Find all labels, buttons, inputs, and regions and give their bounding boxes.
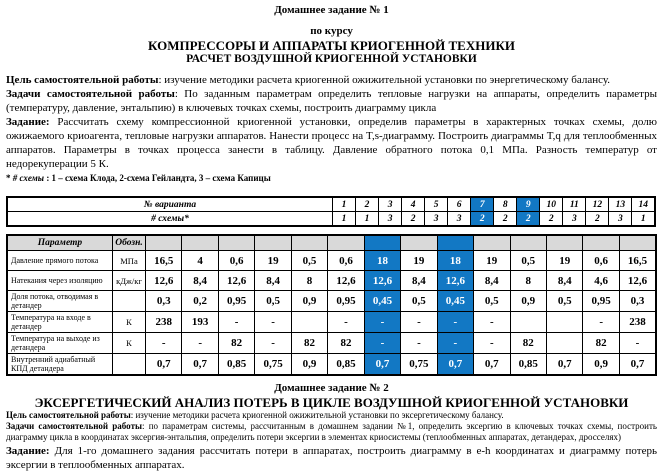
footnote-text: : 1 – схема Клода, 2-схема Гейландта, 3 – схема Капицы [44, 173, 271, 183]
param-value-cell: - [328, 312, 364, 333]
param-table-row [7, 271, 656, 291]
variant-number-cell: 1 [333, 197, 356, 212]
param-value-cell: 19 [401, 251, 437, 271]
variant-number-cell: 12 [586, 197, 609, 212]
param-value-cell: 0,45 [437, 291, 473, 312]
param-value-cell: 18 [437, 251, 473, 271]
hw2-assignment-text: Для 1-го домашнего задания рассчитать потери в аппаратах, построить диаграмму в e-h координатах и диаграмму потерь эксергии в теплообменных аппаратах. [6, 445, 657, 471]
scheme-number-cell: 2 [540, 212, 563, 227]
variant-header-cell [255, 235, 291, 251]
variant-number-cell: 4 [402, 197, 425, 212]
param-value-cell: 0,75 [401, 354, 437, 376]
param-value-cell: 0,5 [401, 291, 437, 312]
param-value-cell: 8,4 [401, 271, 437, 291]
param-value-cell: 0,2 [182, 291, 218, 312]
hw2-assignment-paragraph [6, 444, 657, 472]
hw1-goal-text: : изучение методики расчета криогенной ожижительной установки по энергетическому балансу. [158, 74, 610, 86]
param-value-cell: 0,5 [474, 291, 510, 312]
param-value-cell: 0,6 [328, 251, 364, 271]
param-value-cell: 0,95 [583, 291, 619, 312]
param-value-cell: 238 [146, 312, 182, 333]
hw1-tasks-paragraph [6, 87, 657, 115]
param-value-cell: - [401, 312, 437, 333]
param-value-cell: - [364, 333, 400, 354]
param-value-cell: 12,6 [146, 271, 182, 291]
hw1-tasks-label: Задачи самостоятельной работы [6, 88, 175, 100]
param-value-cell: 0,9 [291, 291, 327, 312]
param-unit-cell: К [113, 312, 146, 333]
variant-header-cell [474, 235, 510, 251]
variant-header-cell [401, 235, 437, 251]
param-value-cell: 0,5 [255, 291, 291, 312]
variants-table [6, 196, 656, 227]
variant-header-cell [437, 235, 473, 251]
param-value-cell [546, 312, 582, 333]
param-value-cell: 238 [619, 312, 656, 333]
variant-row-label: № варианта [7, 197, 333, 212]
param-value-cell: 0,7 [146, 354, 182, 376]
scheme-number-cell: 1 [632, 212, 655, 227]
parameters-table [6, 234, 657, 376]
param-name-cell: Натекания через изоляцию [7, 271, 113, 291]
param-value-cell: 8 [291, 271, 327, 291]
hw1-course-title: КОМПРЕССОРЫ И АППАРАТЫ КРИОГЕННОЙ ТЕХНИКИ [147, 38, 516, 53]
hw1-goal-paragraph [6, 73, 657, 87]
footnote-marker: * [6, 173, 13, 183]
variant-number-cell: 3 [379, 197, 402, 212]
param-value-cell: 0,6 [218, 251, 254, 271]
param-column-header: Параметр [7, 235, 113, 251]
variant-number-cell: 10 [540, 197, 563, 212]
hw1-goal-label: Цель самостоятельной работы [6, 74, 159, 86]
param-value-cell: 19 [255, 251, 291, 271]
param-value-cell: 0,9 [510, 291, 546, 312]
scheme-number-cell: 2 [494, 212, 517, 227]
param-value-cell: 0,5 [291, 251, 327, 271]
param-value-cell: 193 [182, 312, 218, 333]
param-table-row [7, 333, 656, 354]
param-value-cell: 4,6 [583, 271, 619, 291]
param-name-cell: Внутренний адиабатный КПД детандера [7, 354, 113, 376]
param-value-cell: - [583, 312, 619, 333]
param-value-cell: 0,7 [364, 354, 400, 376]
variant-header-cell [510, 235, 546, 251]
variant-header-cell [291, 235, 327, 251]
param-value-cell: 16,5 [146, 251, 182, 271]
param-value-cell: 12,6 [364, 271, 400, 291]
param-unit-cell [113, 291, 146, 312]
schemes-footnote [6, 173, 657, 184]
variant-header-cell [146, 235, 182, 251]
param-value-cell: 8,4 [182, 271, 218, 291]
param-value-cell: 19 [474, 251, 510, 271]
param-table-row [7, 251, 656, 271]
hw1-assignment-label: Задание: [6, 116, 50, 128]
scheme-number-cell: 2 [471, 212, 494, 227]
param-value-cell: 16,5 [619, 251, 656, 271]
param-name-cell: Температура на входе в детандер [7, 312, 113, 333]
hw2-tasks-text: : по параметрам системы, рассчитанным в домашнем задании №1, определить эксергию в ключевых точках схемы, построить диаграмму цикла в координатах эксергия-энтальпия, определить потери эксергии в элементах криосистемы (теплообменных аппаратах, детандерах, дросселях) [6, 421, 657, 442]
param-value-cell: - [437, 333, 473, 354]
param-value-cell: 0,95 [218, 291, 254, 312]
hw1-tasks-text: : По заданным параметрам определить тепловые нагрузки на аппараты, определить параметры (температуру, давление, энтальпию) в ключевых точках схемы, построить диаграмму цикла [6, 88, 657, 114]
param-value-cell: 82 [218, 333, 254, 354]
param-value-cell: 0,95 [328, 291, 364, 312]
param-value-cell: 8,4 [255, 271, 291, 291]
variant-header-cell [546, 235, 582, 251]
param-value-cell [546, 333, 582, 354]
param-value-cell: 0,7 [619, 354, 656, 376]
hw1-assignment-text: Рассчитать схему компрессионной криогенной установки, определив параметры в характерных точках схемы, долю ожижаемого криоагента, тепловые нагрузки аппаратов. Нанести процесс на T,s-диаграмму. Построить диаграммы T,q для теплообменных аппаратов. Параметры в точках процесса занести в таблицу. Давление обратного потока 0,1 МПа. Разность температур от недорекуперации 5 К. [6, 116, 657, 170]
symbol-column-header: Обозн. [113, 235, 146, 251]
param-value-cell: 82 [328, 333, 364, 354]
param-value-cell: 0,75 [255, 354, 291, 376]
param-unit-cell [113, 354, 146, 376]
footnote-label: # схемы [12, 173, 45, 183]
variant-header-cell [328, 235, 364, 251]
hw1-subtitle: РАСЧЕТ ВОЗДУШНОЙ КРИОГЕННОЙ УСТАНОВКИ [186, 53, 477, 65]
param-value-cell: - [255, 333, 291, 354]
param-value-cell: 8,4 [474, 271, 510, 291]
param-value-cell: - [182, 333, 218, 354]
hw2-section [6, 382, 657, 472]
scheme-number-cell: 3 [448, 212, 471, 227]
param-value-cell: 82 [510, 333, 546, 354]
param-unit-cell: МПа [113, 251, 146, 271]
param-name-cell: Давление прямого потока [7, 251, 113, 271]
scheme-number-cell: 3 [609, 212, 632, 227]
param-value-cell: 82 [291, 333, 327, 354]
variant-number-cell: 7 [471, 197, 494, 212]
param-value-cell: 12,6 [328, 271, 364, 291]
param-value-cell: 0,7 [437, 354, 473, 376]
scheme-number-cell: 1 [333, 212, 356, 227]
hw2-tasks-label: Задачи самостоятельной работы [6, 421, 143, 431]
variant-header-cell [182, 235, 218, 251]
param-table-row [7, 291, 656, 312]
param-value-cell: - [401, 333, 437, 354]
param-name-cell: Доля потока, отводимая в детандер [7, 291, 113, 312]
variant-table-row [7, 212, 655, 227]
param-value-cell: 0,5 [546, 291, 582, 312]
param-value-cell: 18 [364, 251, 400, 271]
scheme-number-cell: 2 [586, 212, 609, 227]
param-value-cell: 19 [546, 251, 582, 271]
scheme-number-cell: 3 [425, 212, 448, 227]
variant-header-cell [619, 235, 656, 251]
param-value-cell: - [474, 312, 510, 333]
hw1-assignment-paragraph [6, 115, 657, 171]
param-value-cell: 0,45 [364, 291, 400, 312]
param-value-cell: 12,6 [437, 271, 473, 291]
param-value-cell: 0,6 [583, 251, 619, 271]
param-value-cell: - [474, 333, 510, 354]
param-value-cell [291, 312, 327, 333]
param-value-cell: 0,85 [328, 354, 364, 376]
param-value-cell: 8,4 [546, 271, 582, 291]
hw2-title: Домашнее задание № 2 [274, 382, 389, 394]
variant-number-cell: 8 [494, 197, 517, 212]
param-value-cell: 0,7 [182, 354, 218, 376]
scheme-number-cell: 2 [517, 212, 540, 227]
variant-number-cell: 11 [563, 197, 586, 212]
hw1-course-prefix: по курсу [310, 25, 353, 37]
param-value-cell: 0,7 [474, 354, 510, 376]
param-value-cell: 12,6 [619, 271, 656, 291]
hw2-goal-paragraph [6, 410, 657, 421]
hw2-assignment-label: Задание: [6, 445, 50, 457]
param-value-cell: 0,3 [146, 291, 182, 312]
param-value-cell: - [619, 333, 656, 354]
param-value-cell: - [146, 333, 182, 354]
variant-number-cell: 9 [517, 197, 540, 212]
variant-table-row [7, 197, 655, 212]
param-value-cell: 4 [182, 251, 218, 271]
param-unit-cell: К [113, 333, 146, 354]
variant-header-cell [364, 235, 400, 251]
param-value-cell: 8 [510, 271, 546, 291]
param-value-cell: - [437, 312, 473, 333]
param-value-cell: 0,5 [510, 251, 546, 271]
param-value-cell: 0,85 [510, 354, 546, 376]
hw2-tasks-paragraph [6, 421, 657, 443]
variant-header-cell [218, 235, 254, 251]
param-value-cell: - [255, 312, 291, 333]
param-table-row [7, 312, 656, 333]
param-table-row [7, 354, 656, 376]
scheme-number-cell: 1 [356, 212, 379, 227]
variant-number-cell: 13 [609, 197, 632, 212]
param-value-cell: 0,9 [291, 354, 327, 376]
hw1-title: Домашнее задание № 1 [274, 4, 389, 16]
param-value-cell: 0,7 [546, 354, 582, 376]
variant-row-label: # схемы* [7, 212, 333, 227]
variant-number-cell: 6 [448, 197, 471, 212]
param-value-cell [510, 312, 546, 333]
param-value-cell: 0,3 [619, 291, 656, 312]
hw2-subtitle: ЭКСЕРГЕТИЧЕСКИЙ АНАЛИЗ ПОТЕРЬ В ЦИКЛЕ ВОЗДУШНОЙ КРИОГЕННОЙ УСТАНОВКИ [34, 395, 629, 410]
param-unit-cell: кДж/кг [113, 271, 146, 291]
variant-number-cell: 14 [632, 197, 655, 212]
variant-header-cell [583, 235, 619, 251]
param-name-cell: Температура на выходе из детандера [7, 333, 113, 354]
param-value-cell: 0,9 [583, 354, 619, 376]
scheme-number-cell: 3 [563, 212, 586, 227]
param-value-cell: - [218, 312, 254, 333]
scheme-number-cell: 3 [379, 212, 402, 227]
scheme-number-cell: 2 [402, 212, 425, 227]
param-value-cell: - [364, 312, 400, 333]
param-value-cell: 82 [583, 333, 619, 354]
hw2-goal-text: : изучение методики расчета криогенной ожижительной установки по эксергетическому балансу. [130, 410, 504, 420]
hw2-goal-label: Цель самостоятельной работы [6, 410, 131, 420]
variant-number-cell: 5 [425, 197, 448, 212]
variant-number-cell: 2 [356, 197, 379, 212]
param-value-cell: 12,6 [218, 271, 254, 291]
param-value-cell: 0,85 [218, 354, 254, 376]
param-table-header-row [7, 235, 656, 251]
